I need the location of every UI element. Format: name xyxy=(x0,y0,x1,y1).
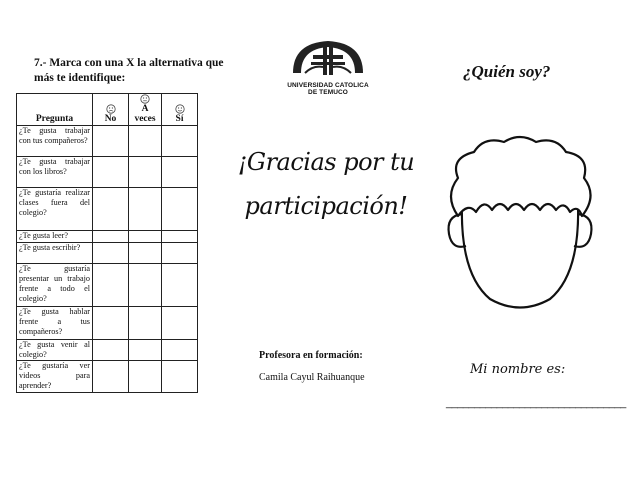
neutral-face-icon xyxy=(140,94,150,104)
header-no xyxy=(93,94,129,126)
table-row xyxy=(17,361,198,393)
question-cell: ¿Te gustaría realizar clases fuera del colegio? xyxy=(17,188,93,231)
teacher-name: Camila Cayul Raihuanque xyxy=(259,372,365,383)
question-cell: ¿Te gustaría presentar un trabajo frente a todo el colegio? xyxy=(17,264,93,307)
answer-sometimes-cell[interactable] xyxy=(129,231,162,243)
answer-sometimes-cell[interactable] xyxy=(129,126,162,157)
answer-yes-cell[interactable] xyxy=(162,243,198,264)
answer-yes-cell[interactable] xyxy=(162,361,198,393)
table-row xyxy=(17,264,198,307)
answer-no-cell[interactable] xyxy=(93,157,129,188)
answer-sometimes-cell[interactable] xyxy=(129,157,162,188)
question-cell: ¿Te gusta venir al colegio? xyxy=(17,340,93,361)
answer-no-cell[interactable] xyxy=(93,231,129,243)
instruction-text: 7.- Marca con una X la alternativa que más te identifique: xyxy=(34,57,224,84)
answer-yes-cell[interactable] xyxy=(162,157,198,188)
header-no-label: No xyxy=(104,114,117,124)
who-am-i-title: ¿Quién soy? xyxy=(463,62,551,81)
question-cell: ¿Te gustaría ver videos para aprender? xyxy=(17,361,93,393)
table-row xyxy=(17,307,198,340)
header-question: Pregunta xyxy=(17,94,93,126)
answer-sometimes-cell[interactable] xyxy=(129,361,162,393)
table-row xyxy=(17,126,198,157)
header-sometimes xyxy=(129,94,162,126)
logo-line1: UNIVERSIDAD CATOLICA xyxy=(287,82,369,89)
answer-yes-cell[interactable] xyxy=(162,188,198,231)
question-cell: ¿Te gusta trabajar con los libros? xyxy=(17,157,93,188)
teacher-label: Profesora en formación: xyxy=(259,350,363,361)
question-cell: ¿Te gusta escribir? xyxy=(17,243,93,264)
logo-line2: DE TEMUCO xyxy=(308,89,348,96)
table-row xyxy=(17,157,198,188)
answer-no-cell[interactable] xyxy=(93,126,129,157)
header-yes-label: Sí xyxy=(175,114,184,124)
answer-yes-cell[interactable] xyxy=(162,126,198,157)
thanks-message xyxy=(236,140,416,228)
answer-no-cell[interactable] xyxy=(93,361,129,393)
answer-no-cell[interactable] xyxy=(93,307,129,340)
thanks-line2: participación! xyxy=(244,192,408,220)
answer-no-cell[interactable] xyxy=(93,243,129,264)
answer-no-cell[interactable] xyxy=(93,340,129,361)
answer-sometimes-cell[interactable] xyxy=(129,307,162,340)
question-cell: ¿Te gusta hablar frente a tus compañeros? xyxy=(17,307,93,340)
question-cell: ¿Te gusta trabajar con tus compañeros? xyxy=(17,126,93,157)
table-row xyxy=(17,188,198,231)
answer-yes-cell[interactable] xyxy=(162,307,198,340)
sad-face-icon xyxy=(106,104,116,114)
survey-table xyxy=(16,93,198,393)
thanks-line1: ¡Gracias por tu xyxy=(237,148,415,176)
table-row xyxy=(17,243,198,264)
header-yes xyxy=(162,94,198,126)
answer-sometimes-cell[interactable] xyxy=(129,188,162,231)
answer-no-cell[interactable] xyxy=(93,264,129,307)
answer-sometimes-cell[interactable] xyxy=(129,340,162,361)
smile-face-icon xyxy=(175,104,185,114)
answer-yes-cell[interactable] xyxy=(162,340,198,361)
header-sometimes-label: A veces xyxy=(134,104,156,124)
answer-sometimes-cell[interactable] xyxy=(129,243,162,264)
child-face-drawing xyxy=(440,134,600,314)
table-row xyxy=(17,340,198,361)
table-row xyxy=(17,231,198,243)
answer-yes-cell[interactable] xyxy=(162,264,198,307)
university-seal-icon xyxy=(283,37,373,77)
question-cell: ¿Te gusta leer? xyxy=(17,231,93,243)
university-logo xyxy=(283,37,373,96)
answer-sometimes-cell[interactable] xyxy=(129,264,162,307)
answer-no-cell[interactable] xyxy=(93,188,129,231)
answer-yes-cell[interactable] xyxy=(162,231,198,243)
name-label: Mi nombre es: xyxy=(470,362,566,377)
name-input-line[interactable]: ________________________________ xyxy=(446,397,626,409)
